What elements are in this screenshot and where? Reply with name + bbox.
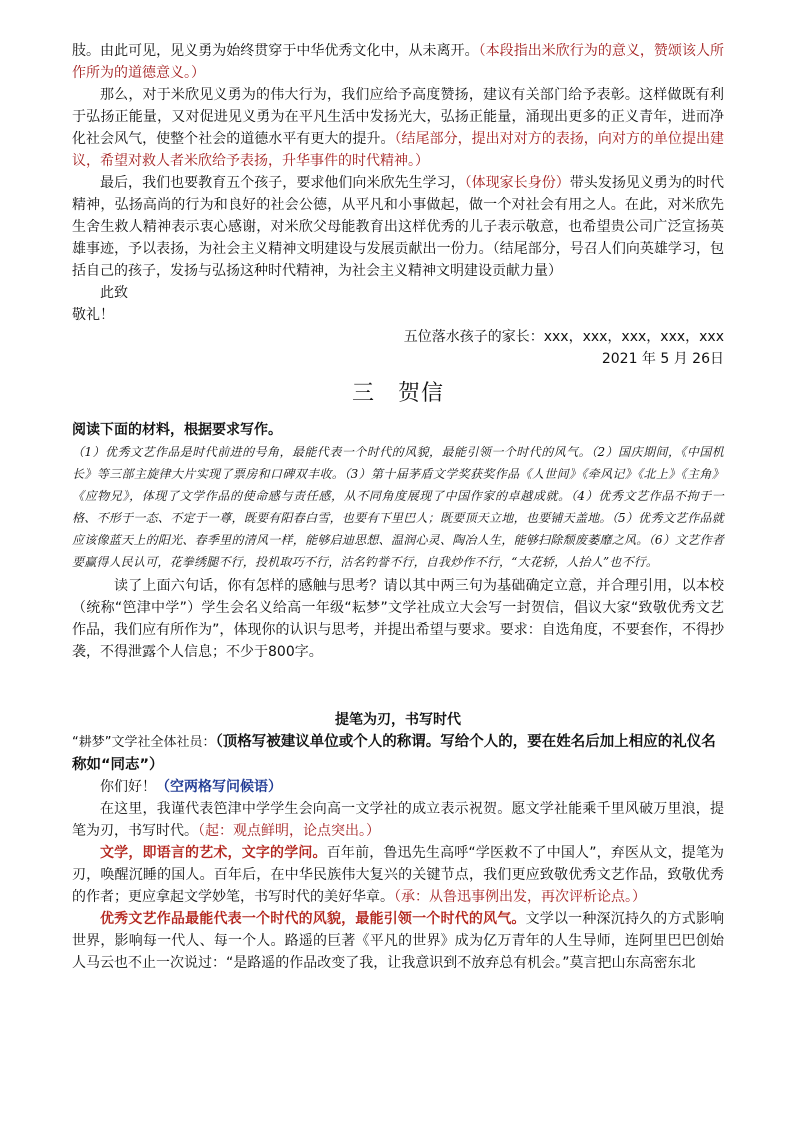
paragraph-text: 肢。由此可见，见义勇为始终贯穿于中华优秀文化中，从未离开。 <box>72 43 479 59</box>
closing-line-1: 此致 <box>100 285 128 301</box>
annotation-note: （承：从鲁迅事例出发，再次评析论点。） <box>394 889 646 905</box>
writing-prompt: 读了上面六句话，你有怎样的感触与思考？请以其中两三句为基础确定立意，并合理引用，以本校（统称“笆津中学”）学生会名义给高一年级“耘梦”文学社成立大会写一封贺信，倡议大家“致敬优秀文艺作品，我们应有所作为”，体现你的认识与思考，并提出希望与要求。要求：自选角度，不要套作，不得抄袭，不得泄露个人信息；不少于800字。 <box>72 578 724 660</box>
paragraph-text: 文学以一种深沉持久的方式影响世界，影响每一代人、每一个人。路遥的巨著《平凡的世界》成为亿万青年的人生导师，连阿里巴巴创始人马云也不止一次说过：“是路遥的作品改变了我，让我意识到不放弃总有机会。”莫言把山东高密东北 <box>72 911 725 971</box>
annotation-note: （结尾部分，提出对对方的表扬，向对方的单位提出建议，希望对救人者米欣给予表扬，升华事件的时代精神。） <box>72 131 724 169</box>
greeting-note: （空两格写问候语） <box>156 779 282 795</box>
annotation-note: （体现家长身份） <box>464 175 570 191</box>
essay-paragraph-3 <box>72 908 724 974</box>
greeting-text: 你们好！ <box>100 779 156 795</box>
closing-line-2: 敬礼！ <box>72 307 114 323</box>
salutation-note: （顶格写被建议单位或个人的称谓。写给个人的，要在姓名后加上相应的礼仪名称如“同志”） <box>72 734 716 773</box>
paragraph-text: 带头发扬见义勇为的时代精神，弘扬高尚的行为和良好的社会公德，从平凡和小事做起，做一个对社会有用之人。在此，对米欣先生舍生救人精神表示衷心感谢，对米欣父母能教育出这样优秀的儿子表示敬意，也希望贵公司广泛宣扬英雄事迹，予以表扬，为社会主义精神文明建设与发展贡献出一份力。（结尾部分，号召人们向英雄学习，包括自己的孩子，发扬与弘扬这种时代精神，为社会主义精神文明建设贡献力量） <box>72 175 725 279</box>
signature: 五位落水孩子的家长：xxx，xxx，xxx，xxx，xxx <box>403 329 724 345</box>
paragraph-suggestion <box>72 84 724 172</box>
chapter-title: 三 贺信 <box>351 381 444 406</box>
letter-date: 2021 年 5 月 26日 <box>601 351 724 367</box>
paragraph-lead: 优秀文艺作品最能代表一个时代的风貌，最能引领一个时代的风气。 <box>100 911 526 927</box>
document-page <box>72 40 724 974</box>
task-heading: 阅读下面的材料，根据要求写作。 <box>72 422 282 438</box>
essay-greeting <box>72 776 724 798</box>
paragraph-text: 在这里，我谨代表笆津中学学生会向高一文学社的成立表示祝贺。愿文学社能乘千里风破万里浪，提笔为刃，书写时代。 <box>72 801 724 839</box>
salutation-text: “耕梦”文学社全体社员： <box>72 735 216 750</box>
paragraph-meaning <box>72 40 724 84</box>
annotation-note: （起：观点鲜明，论点突出。） <box>198 823 380 839</box>
paragraph-conclusion <box>72 172 724 282</box>
essay-salutation <box>72 731 724 776</box>
annotation-note: （本段指出米欣行为的意义，赞颂该人所作所为的道德意义。） <box>72 43 725 81</box>
paragraph-text: 百年前，鲁迅先生高呼“学医救不了中国人”，弃医从文，提笔为刃，唤醒沉睡的国人。百年后，在中华民族伟大复兴的关键节点，我们更应致敬优秀文艺作品，致敬优秀的作者；更应拿起文学妙笔，书写时代的美好华章。 <box>72 845 725 905</box>
essay-paragraph-2 <box>72 842 724 908</box>
paragraph-lead: 文学，即语言的艺术，文字的学问。 <box>100 845 327 861</box>
paragraph-text: 那么，对于米欣见义勇为的伟大行为，我们应给予高度赞扬，建议有关部门给予表彰。这样做既有利于弘扬正能量，又对促进见义勇为在平凡生活中发扬光大，弘扬正能量，涌现出更多的正义青年，进而净化社会风气，使整个社会的道德水平有更大的提升。 <box>72 87 724 147</box>
essay-title: 提笔为刃，书写时代 <box>335 712 461 728</box>
paragraph-text: 最后，我们也要教育五个孩子，要求他们向米欣先生学习， <box>100 175 465 191</box>
reading-material: （1）优秀文艺作品是时代前进的号角，最能代表一个时代的风貌，最能引领一个时代的风气。（2）国庆期间，《中国机长》等三部主旋律大片实现了票房和口碑双丰收。（3）第十届茅盾文学奖获奖作品《人世间》《牵风记》《北上》《主角》《应物兄》，体现了文学作品的使命感与责任感，从不同角度展现了中国作家的卓越成就。（4）优秀文艺作品不拘于一格、不形于一态、不定于一尊，既要有阳春白雪，也要有下里巴人；既要顶天立地，也要铺天盖地。（5）优秀文艺作品就应该像蓝天上的阳光、春季里的清风一样，能够启迪思想、温润心灵、陶冶人生，能够扫除颓废萎靡之风。（6）文艺作者要赢得人民认可，花拳绣腿不行，投机取巧不行，沽名钓誉不行，自我炒作不行，“大花轿，人抬人”也不行。 <box>72 445 724 569</box>
essay-paragraph-1 <box>72 798 724 842</box>
